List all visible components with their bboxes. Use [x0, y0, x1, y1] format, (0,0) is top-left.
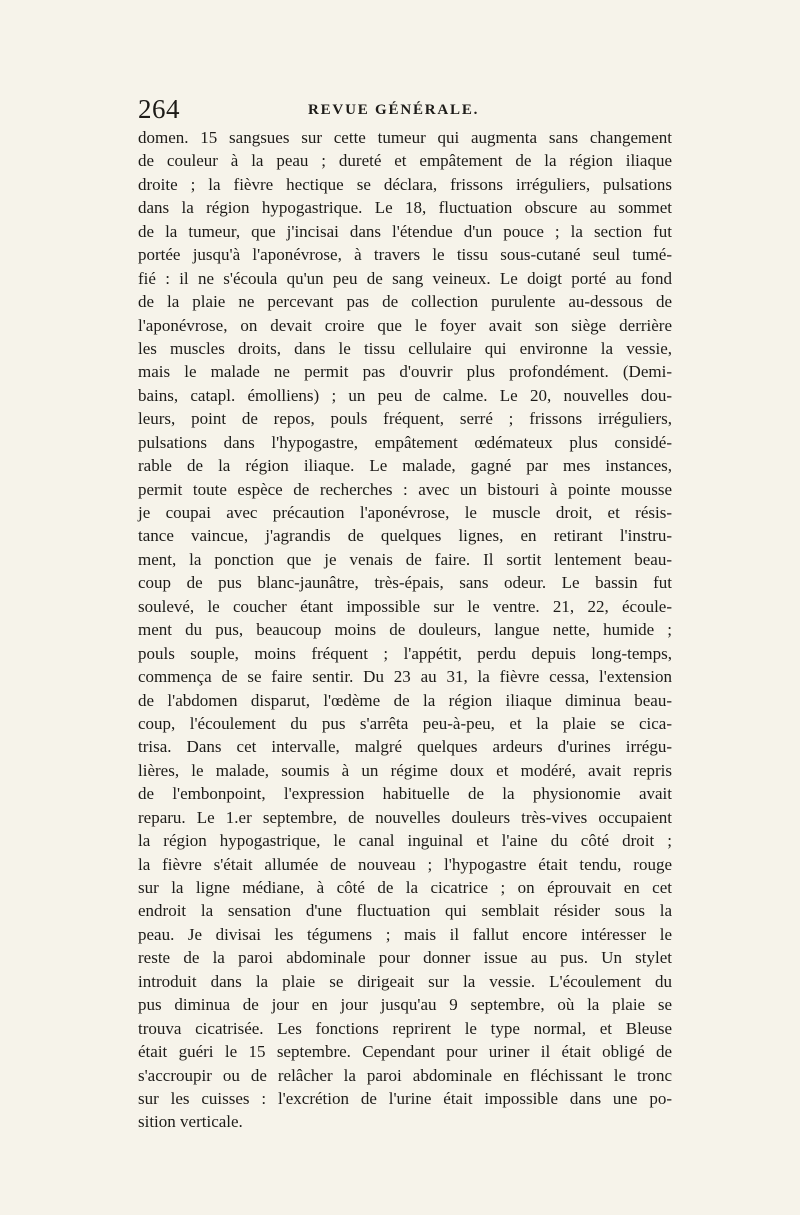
text-line: pouls souple, moins fréquent ; l'appétit, perdu depuis long-temps, — [138, 643, 672, 663]
text-line: ment du pus, beaucoup moins de douleurs, langue nette, humide ; — [138, 620, 672, 640]
text-line: endroit la sensation d'une fluctuation qui semblait résider sous la — [138, 901, 672, 921]
text-line: fié : il ne s'écoula qu'un peu de sang veineux. Le doigt porté au fond — [138, 268, 672, 288]
text-line: les muscles droits, dans le tissu cellulaire qui environne la vessie, — [138, 338, 672, 358]
text-line: était guéri le 15 septembre. Cependant pour uriner il était obligé de — [138, 1042, 672, 1062]
text-line: rable de la région iliaque. Le malade, gagné par mes instances, — [138, 456, 672, 476]
text-line: reste de la paroi abdominale pour donner issue au pus. Un stylet — [138, 948, 672, 968]
text-line: leurs, point de repos, pouls fréquent, serré ; frissons irréguliers, — [138, 409, 672, 429]
text-line: trisa. Dans cet intervalle, malgré quelques ardeurs d'urines irrégu- — [138, 737, 672, 757]
text-line: pus diminua de jour en jour jusqu'au 9 septembre, où la plaie se — [138, 995, 672, 1015]
text-line: reparu. Le 1.er septembre, de nouvelles douleurs très-vives occupaient — [138, 807, 672, 827]
text-line: commença de se faire sentir. Du 23 au 31, la fièvre cessa, l'extension — [138, 667, 672, 687]
text-line: portée jusqu'à l'aponévrose, à travers le tissu sous-cutané seul tumé- — [138, 245, 672, 265]
page-number: 264 — [138, 94, 180, 124]
text-line: de l'embonpoint, l'expression habituelle de la physionomie avait — [138, 784, 672, 804]
body-text — [138, 126, 672, 1134]
text-line: coup, l'écoulement du pus s'arrêta peu-à-peu, et la plaie se cica- — [138, 713, 672, 733]
text-line: lières, le malade, soumis à un régime doux et modéré, avait repris — [138, 760, 672, 780]
text-line: de la tumeur, que j'incisai dans l'étendue d'un pouce ; la section fut — [138, 221, 672, 241]
text-line: domen. 15 sangsues sur cette tumeur qui augmenta sans changement — [138, 128, 672, 147]
text-line: trouva cicatrisée. Les fonctions reprirent le type normal, et Bleuse — [138, 1018, 672, 1038]
text-line: s'accroupir ou de relâcher la paroi abdominale en fléchissant le tronc — [138, 1065, 672, 1085]
text-line: sur les cuisses : l'excrétion de l'urine était impossible dans une po- — [138, 1088, 672, 1108]
text-line: droite ; la fièvre hectique se déclara, frissons irréguliers, pulsations — [138, 174, 672, 194]
text-line: mais le malade ne permit pas d'ouvrir plus profondément. (Demi- — [138, 362, 672, 382]
text-line: sition verticale. — [138, 1112, 243, 1132]
text-line: l'aponévrose, on devait croire que le foyer avait son siège derrière — [138, 315, 672, 335]
page-header — [138, 94, 668, 124]
text-line: de l'abdomen disparut, l'œdème de la région iliaque diminua beau- — [138, 690, 672, 710]
text-line: introduit dans la plaie se dirigeait sur la vessie. L'écoulement du — [138, 971, 672, 991]
text-line: ment, la ponction que je venais de faire. Il sortit lentement beau- — [138, 549, 672, 569]
text-line: la fièvre s'était allumée de nouveau ; l'hypogastre était tendu, rouge — [138, 854, 672, 874]
text-line: bains, catapl. émolliens) ; un peu de calme. Le 20, nouvelles dou- — [138, 385, 672, 405]
text-line: je coupai avec précaution l'aponévrose, le muscle droit, et résis- — [138, 503, 672, 522]
text-line: coup de pus blanc-jaunâtre, très-épais, sans odeur. Le bassin fut — [138, 573, 672, 593]
text-line: peau. Je divisai les tégumens ; mais il fallut encore intéresser le — [138, 924, 672, 944]
text-line: soulevé, le coucher étant impossible sur le ventre. 21, 22, écoule- — [138, 596, 672, 616]
text-line: pulsations dans l'hypogastre, empâtement œdémateux plus considé- — [138, 432, 672, 452]
text-line: permit toute espèce de recherches : avec un bistouri à pointe mousse — [138, 479, 672, 499]
text-line: tance vaincue, j'agrandis de quelques lignes, en retirant l'instru- — [138, 526, 672, 546]
text-line: sur la ligne médiane, à côté de la cicatrice ; on éprouvait en cet — [138, 878, 672, 897]
text-line: de la plaie ne percevant pas de collection purulente au-dessous de — [138, 292, 672, 312]
text-line: dans la région hypogastrique. Le 18, fluctuation obscure au sommet — [138, 198, 672, 218]
running-head: REVUE GÉNÉRALE. — [308, 102, 480, 118]
text-line: la région hypogastrique, le canal inguinal et l'aine du côté droit ; — [138, 831, 672, 851]
text-line: de couleur à la peau ; dureté et empâtement de la région iliaque — [138, 151, 672, 171]
